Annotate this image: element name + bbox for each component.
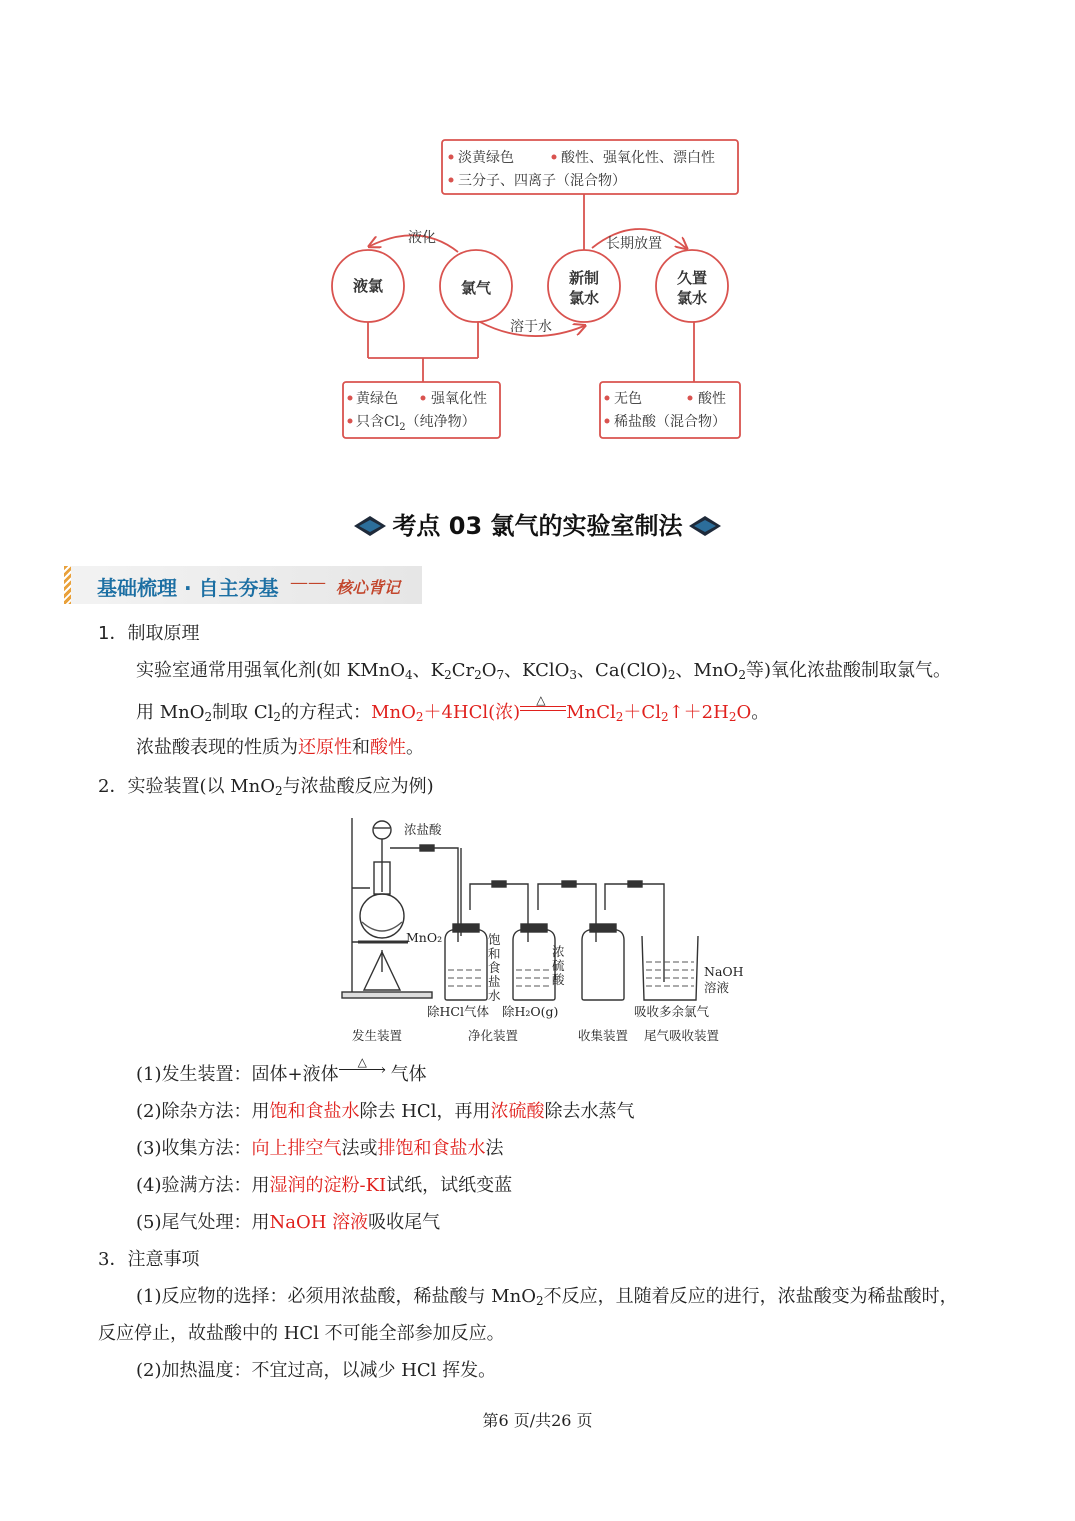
caption-remove-h2o: 除H₂O(g) (502, 1004, 559, 1019)
point-full-test: (4)验满方法：用湿润的淀粉-KI试纸，试纸变蓝 (136, 1175, 513, 1196)
label-saline-5: 水 (488, 988, 501, 1003)
top-box-composition: 三分子、四离子（混合物） (458, 173, 626, 189)
label-concentrated-hcl: 浓盐酸 (404, 822, 442, 837)
circle-fresh-label-2: 氯水 (568, 289, 600, 307)
label-naoh-2: 溶液 (704, 980, 730, 995)
page-number-footer: 第6 页/共26 页 (482, 1411, 593, 1430)
label-saline-4: 盐 (488, 974, 501, 989)
circle-aged-label-1: 久置 (676, 269, 708, 287)
diamond-left-icon (353, 515, 387, 537)
section-banner (64, 566, 422, 604)
label-generation-device: 发生装置 (352, 1028, 403, 1043)
right-box-composition: 稀盐酸（混合物） (614, 414, 726, 430)
banner-title: 基础梳理 · 自主夯基 (97, 576, 279, 600)
note-reactant-choice: (1)反应物的选择：必须用浓盐酸，稀盐酸与 MnO$_2$不反应，且随着反应的进行，浓盐酸变为稀盐酸时， (136, 1286, 958, 1308)
left-box-property: 强氧化性 (431, 391, 487, 407)
label-collection-device: 收集装置 (578, 1028, 629, 1043)
dissolve-label: 溶于水 (510, 319, 552, 335)
apparatus-diagram (330, 812, 750, 1052)
left-box-color: 黄绿色 (356, 391, 398, 407)
chlorine-concept-diagram (0, 0, 1075, 470)
banner-subtitle: 核心背记 (336, 578, 401, 597)
item2-heading: 2．实验装置(以 MnO$_2$与浓盐酸反应为例) (98, 776, 434, 798)
point-tail-gas: (5)尾气处理：用NaOH 溶液吸收尾气 (136, 1212, 441, 1233)
label-mno2: MnO₂ (406, 930, 443, 945)
note-reactant-choice-cont: 反应停止，故盐酸中的 HCl 不可能全部参加反应。 (98, 1323, 505, 1344)
circle-aged-label-2: 氯水 (676, 289, 708, 307)
item1-acid-property: 浓盐酸表现的性质为还原性和酸性。 (136, 737, 424, 758)
heat-symbol: △ (536, 693, 546, 707)
circle-liquid-label: 液氯 (352, 277, 384, 295)
banner-accent-bar (64, 566, 71, 604)
banner-dash: —— (290, 572, 326, 593)
label-sulfuric-2: 硫 (552, 958, 565, 973)
caption-remove-hcl: 除HCl气体 (427, 1004, 489, 1019)
diamond-right-icon (688, 515, 722, 537)
point-collection: (3)收集方法：向上排空气法或排饱和食盐水法 (136, 1138, 504, 1159)
top-box-color: 淡黄绿色 (458, 150, 514, 166)
point-generation: (1)发生装置：固体+液体 △ › 气体 (136, 1063, 427, 1087)
item3-heading: 3．注意事项 (98, 1249, 200, 1270)
circle-gas-label: 氯气 (460, 279, 492, 297)
label-sulfuric-1: 浓 (552, 944, 565, 959)
reaction-equation: MnO$_2$＋4HCl(浓) △ $MnCl_2+Cl_2↑+2H_2O$ (371, 702, 751, 723)
heat-symbol-2: △ (357, 1055, 367, 1069)
point-impurity-removal: (2)除杂方法：用饱和食盐水除去 HCl，再用浓硫酸除去水蒸气 (136, 1101, 635, 1122)
item1-principle: 实验室通常用强氧化剂(如 KMnO$_4$、$K_2Cr_2O_7$、KClO$_3$、$Ca(ClO)_2$、MnO$_2$等)氧化浓盐酸制取氯气。 (136, 660, 951, 682)
label-sulfuric-3: 酸 (552, 972, 565, 987)
label-saline-1: 饱 (488, 932, 501, 947)
caption-absorb-chlorine: 吸收多余氯气 (634, 1004, 710, 1019)
note-heating-temperature: (2)加热温度：不宜过高，以减少 HCl 挥发。 (136, 1360, 497, 1381)
right-box-color: 无色 (614, 391, 642, 407)
label-saline-3: 食 (488, 960, 501, 975)
right-box-property: 酸性 (698, 391, 726, 407)
top-box-properties: 酸性、强氧化性、漂白性 (561, 150, 715, 166)
circle-fresh-label-1: 新制 (568, 269, 600, 287)
liquefy-label: 液化 (408, 230, 436, 246)
label-saline-2: 和 (488, 946, 501, 961)
left-box-composition: 只含$Cl_2$（纯净物） (356, 414, 476, 433)
label-tail-gas-device: 尾气吸收装置 (644, 1028, 720, 1043)
item1-equation-line: 用 MnO$_2$制取 $Cl_2$的方程式：MnO$_2$＋4HCl(浓) △ $MnCl_2+Cl_2↑+2H_2O$。 (136, 701, 769, 725)
item1-heading: 1．制取原理 (98, 623, 200, 644)
section-title: 考点 03 氯气的实验室制法 (0, 506, 1075, 541)
label-purification-device: 净化装置 (468, 1028, 519, 1043)
label-naoh-1: NaOH (704, 964, 744, 979)
long-stand-label: 长期放置 (606, 236, 662, 252)
